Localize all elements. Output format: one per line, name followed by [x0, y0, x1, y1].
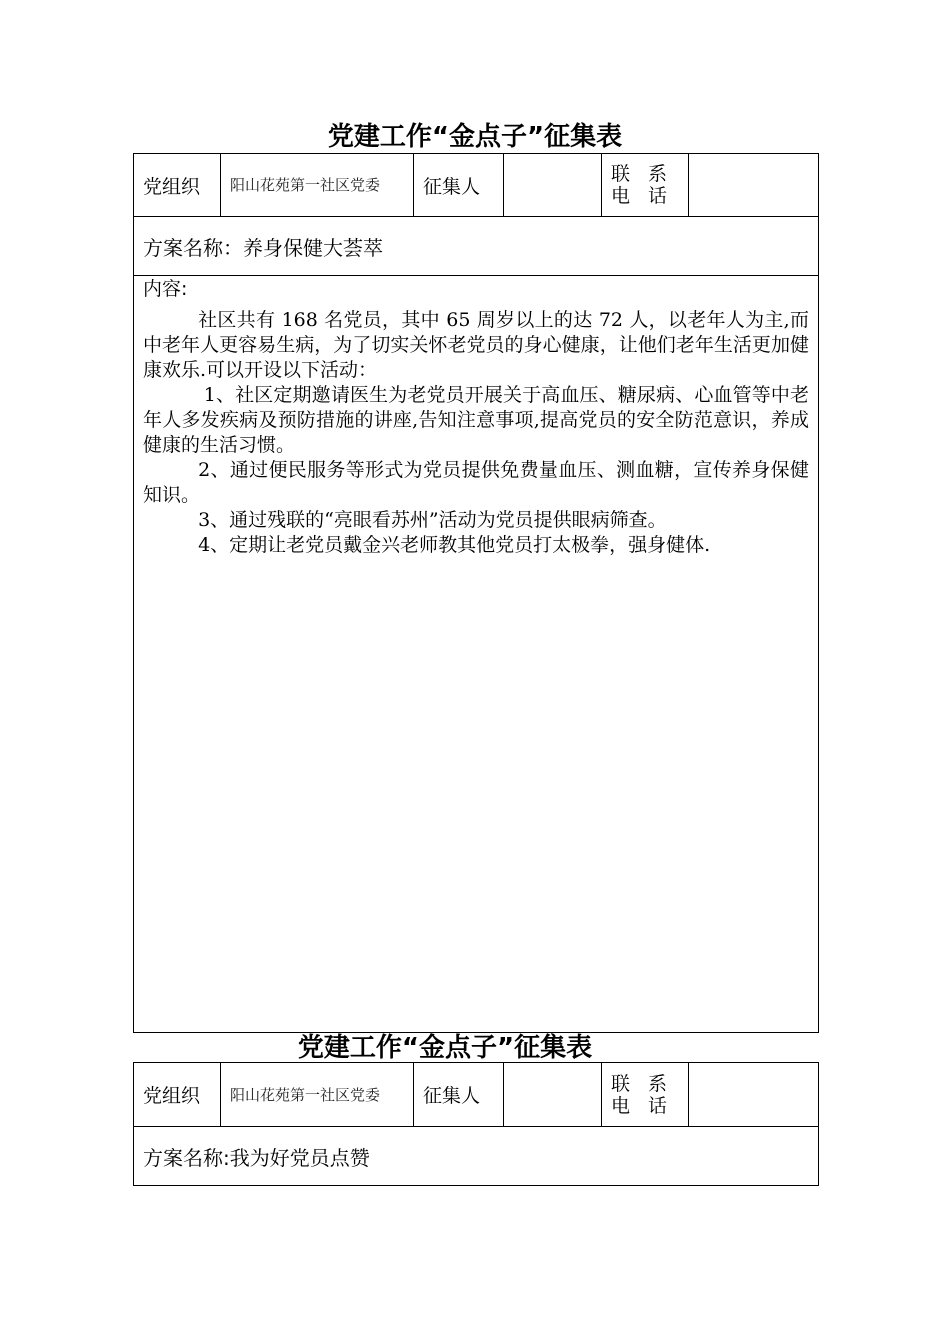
collector-value[interactable]: [504, 154, 602, 217]
org-label: 党组织: [134, 1063, 221, 1127]
org-value[interactable]: 阳山花苑第一社区党委: [221, 154, 414, 217]
contact-label-line1: 联 系: [611, 163, 674, 185]
collector-label: 征集人: [414, 1063, 504, 1127]
collector-label: 征集人: [414, 154, 504, 217]
content-paragraph: 4、定期让老党员戴金兴老师教其他党员打太极拳，强身健体.: [198, 534, 711, 556]
form1-table: [133, 153, 819, 1033]
scheme-name[interactable]: 方案名称：养身保健大荟萃: [134, 217, 819, 276]
content-body: [143, 308, 809, 558]
form2-table: [133, 1062, 819, 1186]
contact-label-line2: 电 话: [611, 1094, 674, 1117]
content-paragraph: 3、通过残联的“亮眼看苏州”活动为党员提供眼病筛查。: [198, 509, 667, 531]
form2-title: 党建工作“金点子”征集表: [297, 1033, 593, 1063]
contact-label: [602, 1063, 689, 1127]
content-label: 内容:: [143, 278, 188, 300]
form1-title: 党建工作“金点子”征集表: [327, 122, 623, 152]
contact-label-line1: 联 系: [611, 1072, 674, 1095]
scheme-name[interactable]: 方案名称:我为好党员点赞: [134, 1127, 819, 1186]
contact-value[interactable]: [689, 154, 819, 217]
collector-value[interactable]: [504, 1063, 602, 1127]
org-value[interactable]: 阳山花苑第一社区党委: [221, 1063, 414, 1127]
contact-label: [602, 154, 689, 217]
content-paragraph: 2、通过便民服务等形式为党员提供免费量血压、测血糖，宣传养身保健知识。: [143, 459, 809, 506]
content-cell[interactable]: [134, 276, 819, 1033]
org-label: 党组织: [134, 154, 221, 217]
content-paragraph: 1、社区定期邀请医生为老党员开展关于高血压、糖尿病、心血管等中老年人多发疾病及预防措施的讲座,告知注意事项,提高党员的安全防范意识，养成健康的生活习惯。: [143, 384, 809, 456]
contact-label-line2: 电 话: [611, 185, 674, 207]
contact-value[interactable]: [689, 1063, 819, 1127]
content-paragraph: 社区共有 168 名党员，其中 65 周岁以上的达 72 人，以老年人为主,而中老年人更容易生病，为了切实关怀老党员的身心健康，让他们老年生活更加健康欢乐.可以开设以下活动：: [143, 309, 809, 381]
